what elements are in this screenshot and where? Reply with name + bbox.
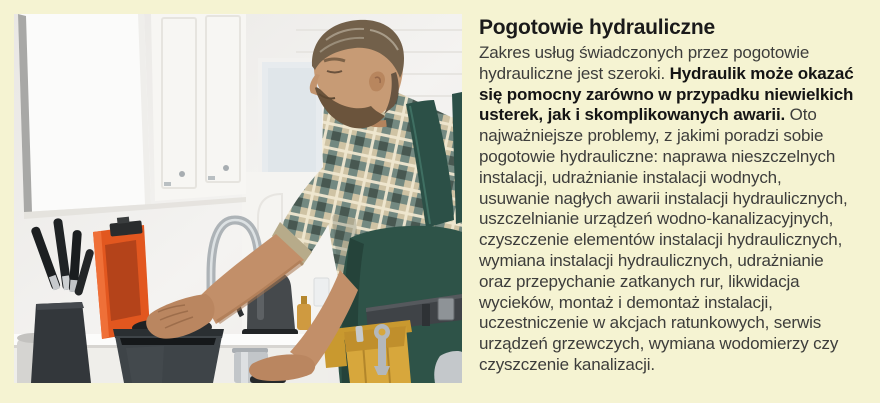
article-title: Pogotowie hydrauliczne xyxy=(479,16,715,39)
text-line: uczestniczenie w akcjach ratunkowych, serwis xyxy=(479,313,822,333)
text-line: urządzeń grzewczych, wymiana wodomierzy czy xyxy=(479,334,839,354)
article-text xyxy=(479,15,871,376)
text-line: wymiana instalacji hydraulicznych, udrażnianie xyxy=(479,250,824,270)
toolbox-lid xyxy=(93,215,150,339)
text-line: się pomocny zarówno w przypadku niewielkich xyxy=(479,84,854,104)
text-line: oraz przepychanie zatkanych rur, likwidacja xyxy=(479,271,800,291)
article-body xyxy=(479,43,871,376)
text-line: pogotowie hydrauliczne: naprawa nieszczelnych xyxy=(479,146,836,166)
text-line: usuwanie nagłych awarii instalacji hydraulicznych, xyxy=(479,188,848,208)
wall-cabinets xyxy=(18,14,246,219)
text-line: najważniejsze problemy, z jakimi poradzi sobie xyxy=(479,126,824,146)
text-line: instalacji, udrażnianie instalacji wodnych, xyxy=(479,167,782,187)
text-line: uszczelnianie urządzeń wodno-kanalizacyjnych, xyxy=(479,209,834,229)
text-line: wycieków, montaż i demontaż instalacji, xyxy=(479,292,773,312)
text-line: Zakres usług świadczonych przez pogotowie xyxy=(479,43,810,62)
plumber-photo xyxy=(14,14,462,383)
text-line: czyszczenie elementów instalacji hydraulicznych, xyxy=(479,230,843,250)
text-line: czyszczenie kanalizacji. xyxy=(479,354,655,374)
text-line: hydrauliczne jest szeroki. Hydraulik może okazać xyxy=(479,63,854,83)
cabinet-handle xyxy=(179,171,185,177)
text-line: usterek, jak i skomplikowanych awarii. Oto xyxy=(479,105,817,125)
cabinet-handle xyxy=(223,165,229,171)
